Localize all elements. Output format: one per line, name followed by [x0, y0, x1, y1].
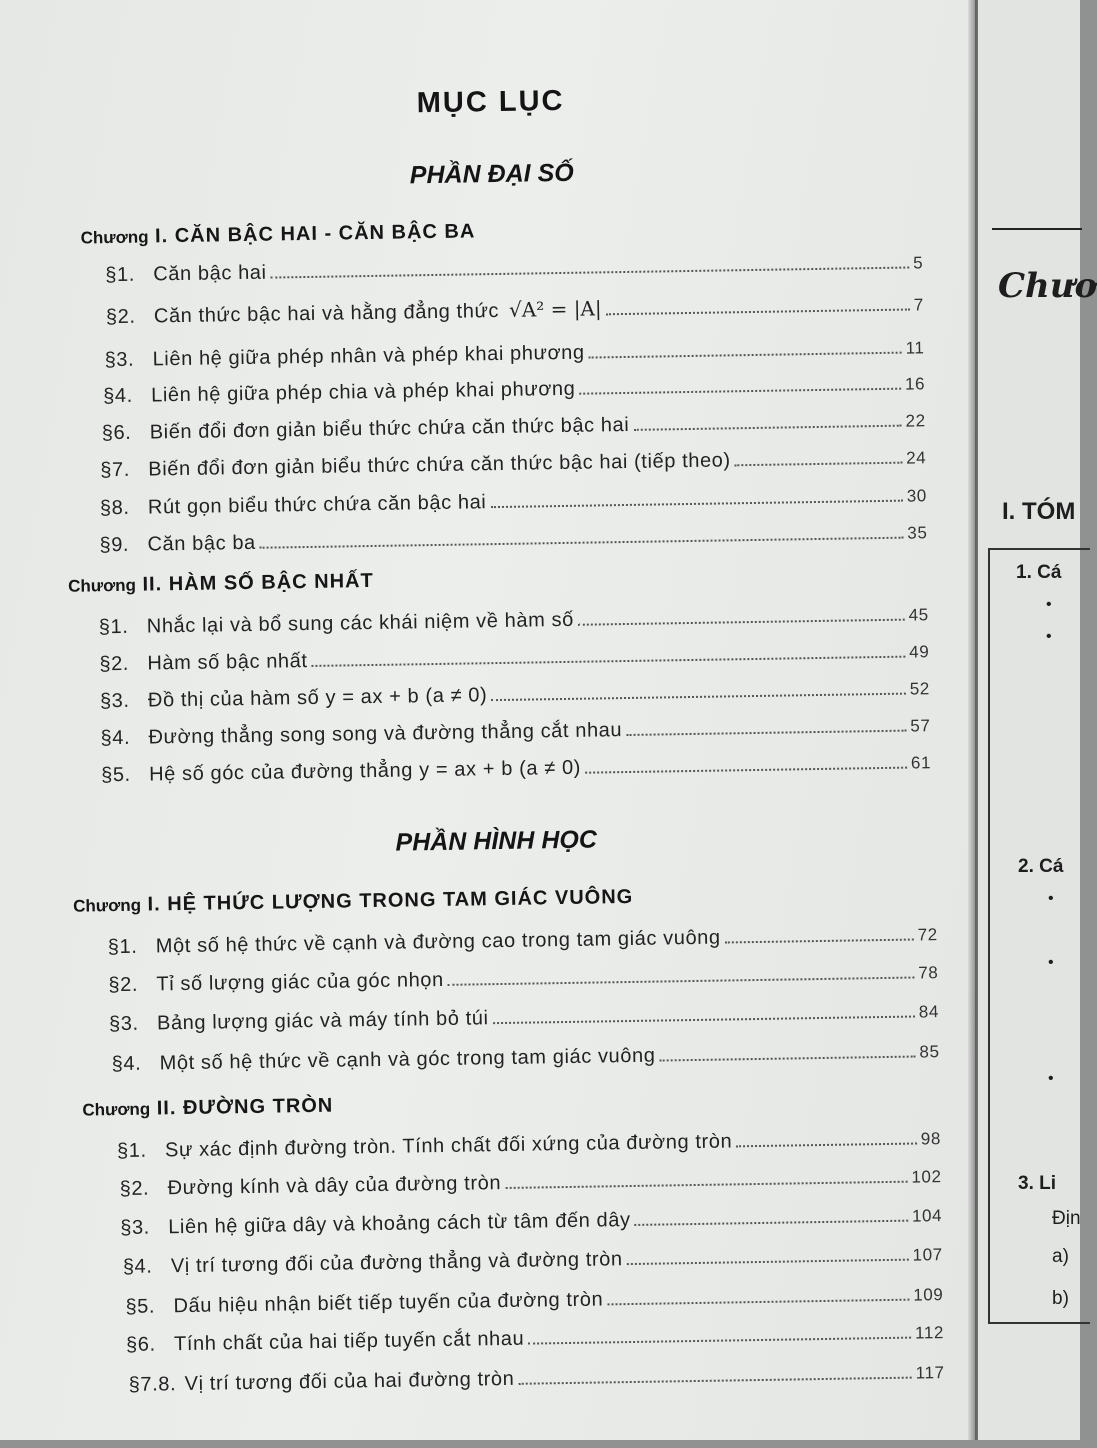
entry-page: 7 [913, 295, 924, 315]
bullet: • [1048, 954, 1054, 971]
chapter-heading [81, 220, 476, 249]
entry-page: 107 [912, 1245, 943, 1265]
leader-dots [312, 656, 906, 667]
entry-page: 30 [906, 486, 927, 506]
entry-number: §1. [98, 615, 129, 639]
leader-dots [627, 1259, 909, 1265]
entry-page: 72 [917, 925, 938, 945]
summary-subitem: a) [1052, 1246, 1069, 1267]
entry-number: §4. [122, 1255, 153, 1278]
entry-title: Hệ số góc của đường thẳng y = ax + b (a ≠ 0) [148, 756, 582, 786]
entry-page: 35 [907, 523, 928, 543]
right-page-section: I. TÓM [1002, 498, 1076, 525]
entry-page: 24 [905, 448, 927, 468]
leader-dots [589, 352, 902, 359]
right-page-heading: Chươ [998, 266, 1097, 306]
entry-page: 22 [905, 411, 926, 431]
entry-number: §6. [101, 421, 132, 445]
entry-number: §6. [125, 1333, 156, 1356]
leader-dots [736, 1143, 917, 1148]
entry-title: Một số hệ thức về cạnh và góc trong tam giác vuông [159, 1044, 656, 1075]
entry-title: Liên hệ giữa dây và khoảng cách từ tâm đến dây [168, 1209, 631, 1239]
entry-title: Tính chất của hai tiếp tuyến cắt nhau [173, 1327, 525, 1356]
part-title-algebra: PHẦN ĐẠI SỐ [409, 158, 574, 190]
leader-dots [606, 309, 910, 316]
summary-subitem: b) [1052, 1288, 1069, 1309]
entry-number: §2. [119, 1177, 150, 1201]
entry-page: 98 [920, 1129, 942, 1149]
toc-entry [100, 484, 927, 520]
entry-number: §4. [103, 384, 133, 408]
entry-number: §8. [99, 496, 130, 520]
entry-page: 11 [905, 338, 925, 358]
toc-entry [119, 1165, 941, 1201]
entry-title: Đồ thị của hàm số y = ax + b (a ≠ 0) [147, 684, 488, 712]
toc-entry [106, 291, 924, 329]
summary-item: 2. Cá [1018, 856, 1064, 877]
toc-entry [100, 714, 930, 750]
leader-dots [579, 388, 901, 395]
entry-title: Hàm số bậc nhất [147, 650, 308, 675]
leader-dots [635, 1220, 908, 1226]
entry-page: 84 [918, 1002, 940, 1022]
leader-dots [660, 1056, 916, 1062]
entry-title: Đường kính và dây của đường tròn [167, 1172, 502, 1200]
entry-page: 45 [908, 605, 929, 625]
summary-item: 3. Li [1018, 1173, 1057, 1194]
entry-page: 85 [919, 1042, 940, 1062]
leader-dots [271, 267, 910, 279]
entry-title: Tỉ số lượng giác của góc nhọn [156, 968, 444, 996]
entry-title: Vị trí tương đối của hai đường tròn [184, 1367, 515, 1396]
entry-page: 52 [909, 679, 931, 699]
bullet: • [1046, 628, 1052, 645]
toc-entry [111, 1040, 939, 1076]
entry-page: 112 [914, 1323, 945, 1343]
toc-entry [99, 603, 929, 639]
entry-page: 102 [911, 1167, 942, 1187]
chapter-label: I. CĂN BẬC HAI - CĂN BẬC BA [154, 220, 476, 248]
toc-entry [109, 1000, 939, 1036]
entry-title: Một số hệ thức về cạnh và đường cao trong tam giác vuông [155, 926, 721, 958]
toc-entry [125, 1283, 943, 1319]
entry-number: §5. [125, 1295, 156, 1318]
leader-dots [260, 537, 904, 549]
header-rule [992, 228, 1082, 230]
entry-title: Đường thẳng song song và đường thẳng cắt nhau [148, 719, 623, 749]
sqrt-formula: √A² = |A| [508, 296, 602, 322]
leader-dots [491, 693, 905, 702]
toc-entry [101, 751, 931, 787]
entry-number: §4. [111, 1052, 142, 1076]
entry-title: Căn thức bậc hai và hằng đẳng thức [153, 299, 500, 328]
toc-entry [105, 251, 923, 287]
leader-dots [626, 730, 906, 736]
chapter-heading [73, 886, 633, 918]
leader-dots [725, 939, 914, 944]
entry-title: Biến đổi đơn giản biểu thức chứa căn thức bậc hai (tiếp theo) [148, 449, 731, 481]
chapter-prefix: Chương [73, 895, 142, 916]
entry-title: Liên hệ giữa phép chia và phép khai phương [151, 377, 576, 407]
toc-entry [123, 1243, 943, 1279]
entry-page: 49 [909, 642, 930, 662]
entry-title: Rút gọn biểu thức chứa căn bậc hai [147, 491, 487, 519]
entry-number: §3. [120, 1216, 151, 1240]
toc-entry [100, 677, 930, 713]
entry-title: Dấu hiệu nhận biết tiếp tuyến của đường tròn [173, 1288, 604, 1318]
entry-number: §3. [108, 1012, 139, 1036]
entry-title: Bảng lượng giác và máy tính bỏ túi [156, 1007, 489, 1035]
entry-number: §2. [105, 305, 136, 329]
toc-entry [129, 1361, 945, 1397]
entry-number: §4. [100, 726, 131, 750]
leader-dots [505, 1181, 907, 1189]
part-title-geometry: PHẦN HÌNH HỌC [395, 825, 598, 857]
entry-page: 104 [911, 1206, 943, 1226]
entry-number: §7. [100, 458, 131, 482]
entry-page: 16 [904, 374, 926, 394]
entry-title: Biến đổi đơn giản biểu thức chứa căn thức bậc hai [149, 413, 630, 444]
leader-dots [735, 462, 902, 467]
right-page [978, 0, 1097, 1440]
entry-title: Căn bậc hai [153, 261, 267, 286]
chapter-prefix: Chương [82, 1099, 151, 1120]
toc-entry [99, 640, 929, 676]
toc-entry [103, 372, 925, 408]
chapter-label: I. HỆ THỨC LƯỢNG TRONG TAM GIÁC VUÔNG [147, 885, 634, 916]
leader-dots [578, 619, 905, 626]
entry-number: §2. [99, 652, 130, 676]
summary-subitem: Địn [1052, 1208, 1081, 1229]
entry-number: §3. [99, 689, 130, 713]
entry-number: §1. [105, 263, 136, 287]
toc-entry [108, 961, 938, 997]
leader-dots [448, 977, 914, 986]
entry-title: Sự xác định đường tròn. Tính chất đối xứng của đường tròn [164, 1130, 733, 1162]
entry-title: Liên hệ giữa phép nhân và phép khai phương [152, 341, 585, 371]
summary-item: 1. Cá [1016, 562, 1062, 583]
toc-entry [108, 923, 938, 959]
entry-number: §2. [108, 973, 139, 997]
entry-number: §1. [116, 1139, 147, 1163]
bullet: • [1046, 596, 1052, 613]
bullet: • [1048, 890, 1054, 907]
entry-title: Nhắc lại và bổ sung các khái niệm về hàm số [146, 608, 575, 638]
toc-entry [99, 521, 927, 557]
entry-title: Vị trí tương đối của đường thẳng và đường tròn [170, 1248, 623, 1278]
entry-number: §1. [107, 935, 138, 959]
chapter-prefix: Chương [68, 575, 137, 596]
chapter-heading [68, 570, 374, 598]
toc-entry [120, 1204, 942, 1240]
entry-number: §3. [104, 348, 135, 372]
entry-number: §9. [99, 533, 130, 557]
entry-number: §7.8. [128, 1373, 177, 1396]
entry-title: Căn bậc ba [147, 531, 256, 556]
entry-page: 117 [915, 1363, 945, 1383]
chapter-prefix: Chương [80, 227, 149, 248]
leader-dots [607, 1299, 909, 1306]
chapter-label: II. HÀM SỐ BẬC NHẤT [142, 569, 374, 596]
entry-page: 5 [912, 253, 924, 273]
leader-dots [518, 1377, 911, 1385]
entry-page: 57 [910, 716, 931, 736]
toc-entry [126, 1321, 944, 1357]
leader-dots [490, 500, 902, 508]
toc-entry [100, 446, 926, 482]
page-title: MỤC LỤC [416, 84, 565, 120]
leader-dots [493, 1016, 915, 1025]
toc-entry [102, 409, 926, 445]
entry-page: 61 [910, 753, 932, 773]
entry-number: §5. [100, 763, 131, 787]
leader-dots [633, 425, 901, 431]
toc-entry [104, 336, 924, 372]
chapter-label: II. ĐƯỜNG TRÒN [156, 1094, 334, 1120]
chapter-heading [82, 1095, 333, 1122]
leader-dots [585, 767, 907, 774]
entry-page: 109 [913, 1285, 944, 1305]
bullet: • [1048, 1070, 1054, 1087]
toc-entry [117, 1127, 941, 1163]
entry-page: 78 [918, 963, 939, 983]
leader-dots [528, 1337, 911, 1345]
